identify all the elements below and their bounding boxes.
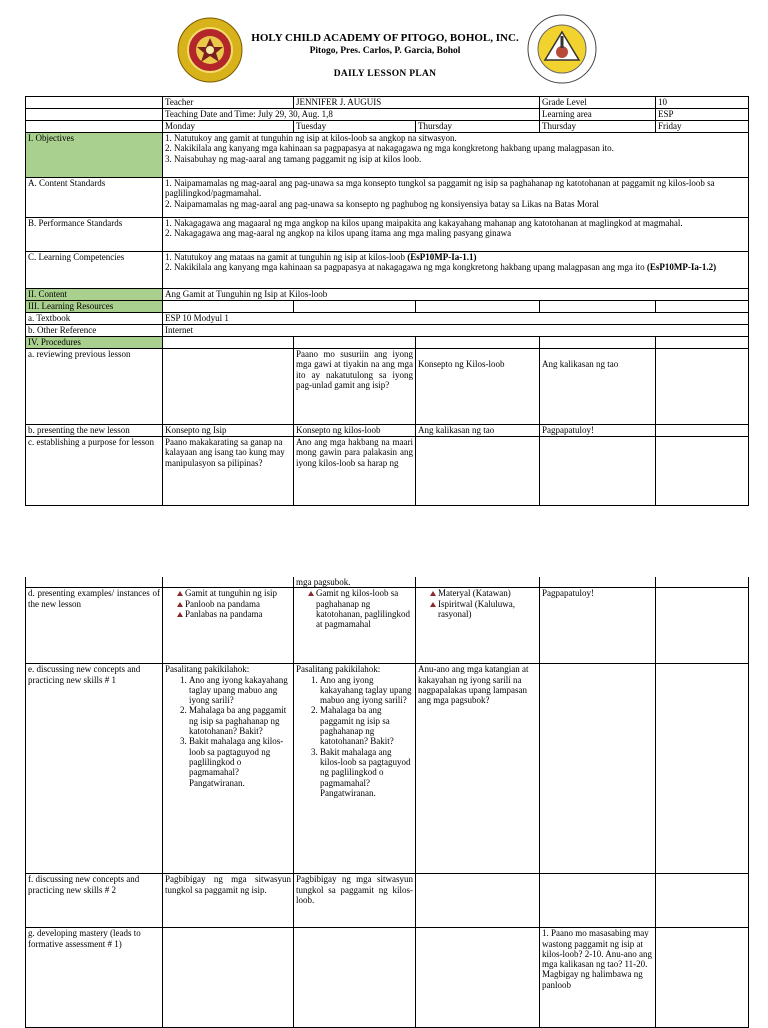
blank-cell [26, 97, 163, 109]
blank-cell [416, 577, 540, 588]
purpose-tuesday-continued: mga pagsubok. [294, 577, 416, 588]
grade-level-value: 10 [656, 97, 749, 109]
blank-cell [294, 928, 416, 1028]
school-seal-logo [177, 17, 243, 83]
blank-cell [26, 109, 163, 121]
examples-tuesday [294, 588, 416, 664]
row-label-discussing-2: f. discussing new concepts and practicing new skills # 2 [26, 874, 163, 928]
blank-cell [656, 437, 749, 506]
day-header: Thursday [416, 121, 540, 133]
blank-cell [540, 337, 656, 349]
row-label-content-standards: A. Content Standards [26, 178, 163, 218]
blank-cell [656, 577, 749, 588]
blank-cell [656, 337, 749, 349]
examples-monday [163, 588, 294, 664]
blank-cell [540, 437, 656, 506]
blank-cell [656, 588, 749, 664]
lesson-plan-table-page-1 [25, 96, 749, 506]
blank-cell [163, 337, 294, 349]
day-header: Friday [656, 121, 749, 133]
association-seal-logo [527, 14, 597, 84]
learning-area-label: Learning area [540, 109, 656, 121]
list-item: 3. Bakit mahalaga ang kilos-loob sa pagtaguyod ng paglilingkod o pagmamahal? Pangatwiranan. [320, 747, 413, 798]
lesson-plan-table-page-2 [25, 577, 749, 1028]
teaching-date: Teaching Date and Time: July 29, 30, Aug. 1,8 [163, 109, 540, 121]
blank-cell [656, 928, 749, 1028]
blank-cell [416, 437, 540, 506]
blank-cell [294, 301, 416, 313]
learning-competencies-text: 1. Natutukoy ang mataas na gamit at tunguhin ng isip at kilos-loob (EsP10MP-Ia-1.1) 2. Nakikilala ang kanyang mga kahinaan sa pagpapasya at nakagagawa ng mga kongkretong hakbang upang malagpasan ang mga ito (EsP10MP-Ia-1.2) [163, 252, 749, 289]
other-reference-value: Internet [163, 325, 749, 337]
list-item: Gamit ng kilos-loob sa paghahanap ng katotohanan, paglilingkod at pagmamahal [308, 588, 413, 629]
document-header [0, 0, 768, 96]
presenting-thursday-2: Pagpapatuloy! [540, 425, 656, 437]
reviewing-thursday: Konsepto ng Kilos-loob [416, 349, 540, 425]
row-label-presenting: b. presenting the new lesson [26, 425, 163, 437]
row-label-discussing-1: e. discussing new concepts and practicing new skills # 1 [26, 664, 163, 874]
section-label-content: II. Content [26, 289, 163, 301]
row-label-performance-standards: B. Performance Standards [26, 218, 163, 252]
presenting-monday: Konsepto ng Isip [163, 425, 294, 437]
blank-cell [656, 664, 749, 874]
school-address: Pitogo, Pres. Carlos, P. Garcia, Bohol [309, 46, 461, 56]
row-label-developing-mastery: g. developing mastery (leads to formative assessment # 1) [26, 928, 163, 1028]
section-label-procedures: IV. Procedures [26, 337, 163, 349]
day-header: Monday [163, 121, 294, 133]
row-label-presenting-examples: d. presenting examples/ instances of the new lesson [26, 588, 163, 664]
row-label-textbook: a. Textbook [26, 313, 163, 325]
blank-cell [656, 425, 749, 437]
blank-cell [656, 301, 749, 313]
presenting-thursday: Ang kalikasan ng tao [416, 425, 540, 437]
purpose-monday: Paano makakarating sa ganap na kalayaan ang isang tao kung may manipulasyon sa pilipinas? [163, 437, 294, 506]
textbook-value: ESP 10 Modyul 1 [163, 313, 749, 325]
discussing-2-tuesday: Pagbibigay ng mga sitwasyun tungkol sa paggamit ng kilos-loob. [294, 874, 416, 928]
blank-cell [540, 664, 656, 874]
blank-cell [416, 928, 540, 1028]
day-header: Tuesday [294, 121, 416, 133]
grade-level-label: Grade Level [540, 97, 656, 109]
blank-cell [416, 337, 540, 349]
examples-thursday [416, 588, 540, 664]
section-label-learning-resources: III. Learning Resources [26, 301, 163, 313]
reviewing-tuesday: Paano mo susuriin ang iyong mga gawi at tiyakin na ang mga ito ay nakatutulong sa iyong pag-unlad gamit ang isip? [294, 349, 416, 425]
row-label-establishing-purpose: c. establishing a purpose for lesson [26, 437, 163, 506]
learning-area-value: ESP [656, 109, 749, 121]
objectives-text: 1. Natutukoy ang gamit at tunguhin ng isip at kilos-loob sa angkop na sitwasyon. 2. Nakikilala ang kanyang mga kahinaan sa pagpapasya at nakagagawa ng mga kongkretong hakbang upang malagpasan ito. 3. Naisabuhay ng mag-aaral ang tamang paggamit ng isip at kilos loob. [163, 133, 749, 178]
blank-cell [294, 337, 416, 349]
content-standards-text: 1. Naipamamalas ng mag-aaral ang pag-unawa sa mga konsepto tungkol sa paggamit ng isip sa paghahanap ng katotohanan at paggamit ng kilos-loob sa paglilingkod/pagmamahal. 2. Naipamamalas ng mag-aaral ang pag-unawa sa konsepto ng paghubog ng konsiyensiya batay sa Likas na Batas Moral [163, 178, 749, 218]
blank-cell [163, 577, 294, 588]
blank-cell [26, 121, 163, 133]
section-label-objectives: I. Objectives [26, 133, 163, 178]
teacher-name: JENNIFER J. AUGUIS [294, 97, 540, 109]
list-item: 1. Ano ang iyong kakayahang taglay upang mabuo ang iyong sarili? [189, 675, 291, 706]
blank-cell [163, 349, 294, 425]
discussing-2-monday: Pagbibigay ng mga sitwasyun tungkol sa paggamit ng isip. [163, 874, 294, 928]
school-name: HOLY CHILD ACADEMY OF PITOGO, BOHOL, INC. [251, 32, 519, 44]
examples-thursday-2: Pagpapatuloy! [540, 588, 656, 664]
list-item: Ispiritwal (Kaluluwa, rasyonal) [430, 599, 537, 620]
blank-cell [416, 874, 540, 928]
reviewing-thursday-2: Ang kalikasan ng tao [540, 349, 656, 425]
performance-standards-text: 1. Nakagagawa ang magaaral ng mga angkop na kilos upang maipakita ang kakayahang mahanap ang katotohanan at maglingkod at magmahal. 2. Nakagagawa ang mag-aaral ng angkop na kilos upang itama ang mga maling pasyang ginawa [163, 218, 749, 252]
discussing-1-thursday: Anu-ano ang mga katangian at kakayahan ng iyong sarili na nagpapalakas upang lampasan ang mga pagsubok? [416, 664, 540, 874]
list-item: Materyal (Katawan) [430, 588, 537, 598]
blank-cell [416, 301, 540, 313]
blank-cell [163, 928, 294, 1028]
presenting-tuesday: Konsepto ng kilos-loob [294, 425, 416, 437]
content-value: Ang Gamit at Tunguhin ng Isip at Kilos-loob [163, 289, 749, 301]
discussing-1-tuesday: Pasalitang pakikilahok: 1. Ano ang iyong kakayahang taglay upang mabuo ang iyong sarili? 2. Mahalaga ba ang paggamit ng isip sa paghahanap ng katotohanan? Bakit? 3. Bakit mahalaga ang kilos-loob sa pagtaguyod ng paglilingkod o pagmamahal? Pangatwiranan. [294, 664, 416, 874]
list-item: Panlabas na pandama [177, 609, 291, 619]
blank-cell [540, 301, 656, 313]
purpose-tuesday: Ano ang mga hakbang na maari mong gawin para palakasin ang iyong kilos-loob sa harap ng [294, 437, 416, 506]
list-item: 1. Ano ang iyong kakayahang taglay upang mabuo ang iyong sarili? [320, 675, 413, 706]
list-item: Gamit at tunguhin ng isip [177, 588, 291, 598]
row-label-reviewing: a. reviewing previous lesson [26, 349, 163, 425]
row-label-other-reference: b. Other Reference [26, 325, 163, 337]
list-item: 2. Mahalaga ba ang paggamit ng isip sa paghahanap ng katotohanan? Bakit? [320, 705, 413, 746]
developing-mastery-thursday-2: 1. Paano mo masasabing may wastong paggamit ng isip at kilos-loob? 2-10. Anu-ano ang mga kalikasan ng tao? 11-20. Magbigay ng halimbawa ng panloob [540, 928, 656, 1028]
blank-cell [163, 301, 294, 313]
blank-cell [656, 349, 749, 425]
document-title: DAILY LESSON PLAN [333, 69, 437, 79]
discussing-1-monday: Pasalitang pakikilahok: 1. Ano ang iyong kakayahang taglay upang mabuo ang iyong sarili? 2. Mahalaga ba ang paggamit ng isip sa paghahanap ng katotohanan? Bakit? 3. Bakit mahalaga ang kilos-loob sa pagtaguyod ng paglilingkod o pagmamahal? Pangatwiranan. [163, 664, 294, 874]
row-label-learning-competencies: C. Learning Competencies [26, 252, 163, 289]
list-item: 3. Bakit mahalaga ang kilos-loob sa pagtaguyod ng paglilingkod o pagmamahal? Pangatwiranan. [189, 736, 291, 787]
list-item: Panloob na pandama [177, 599, 291, 609]
list-item: 2. Mahalaga ba ang paggamit ng isip sa paghahanap ng katotohanan? Bakit? [189, 705, 291, 736]
blank-cell [540, 577, 656, 588]
blank-cell [26, 577, 163, 588]
day-header: Thursday [540, 121, 656, 133]
blank-cell [656, 874, 749, 928]
blank-cell [540, 874, 656, 928]
teacher-label: Teacher [163, 97, 294, 109]
